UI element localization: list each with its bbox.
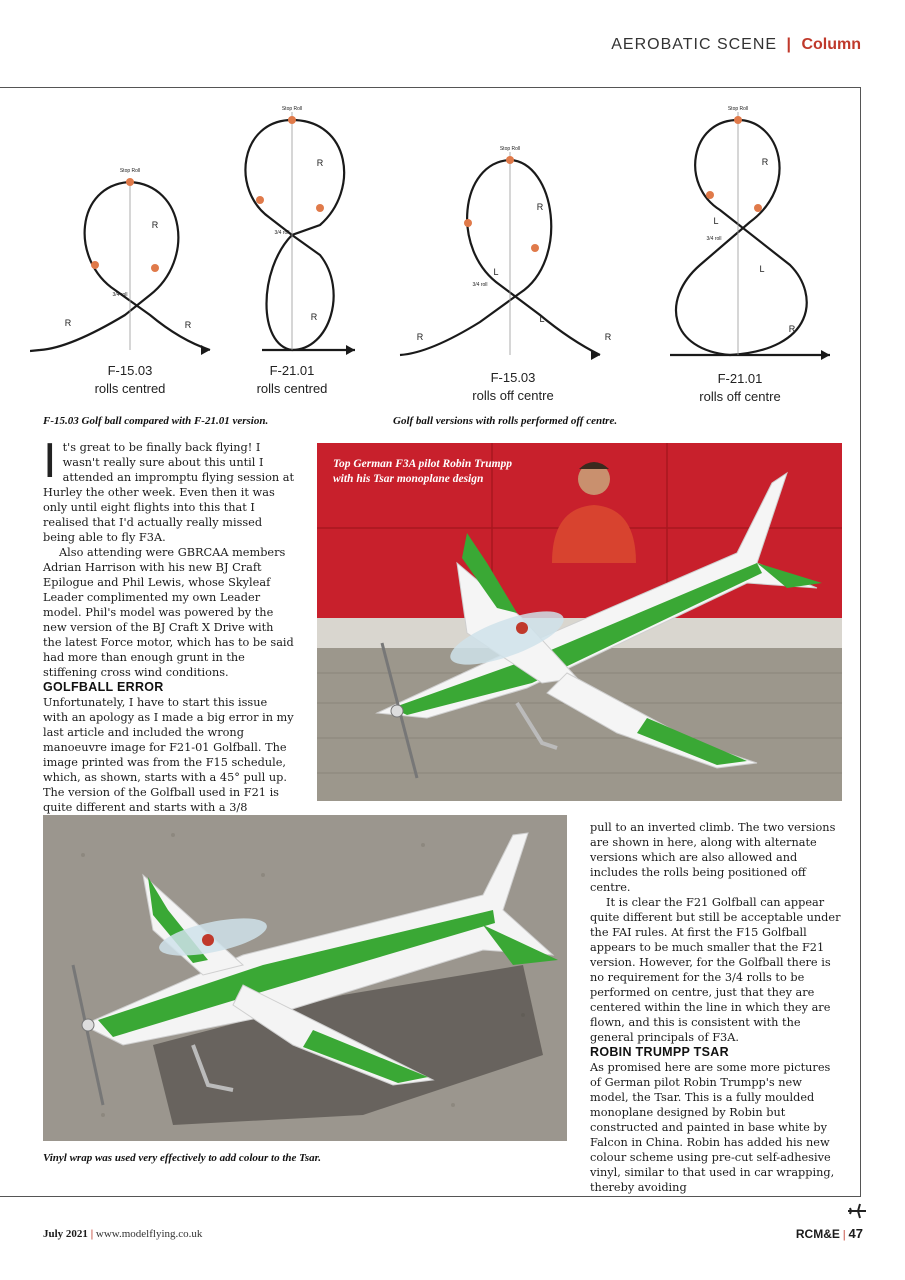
page-number: 47: [848, 1226, 863, 1241]
footer-separator: |: [90, 1228, 94, 1240]
paragraph: As promised here are some more pictures of German pilot Robin Trumpp's new model, the Tsar. This is a fully moulded monoplane designed by Robin but constructed and painted in base white by Falcon in China. Robin has added his new colour scheme using pre-cut self-adhesive vinyl, similar to that used in car wrapping, thereby avoiding: [590, 1061, 835, 1194]
photo-caption-overlay: [333, 457, 512, 487]
radius-mark: R: [761, 157, 769, 167]
line-mark: L: [759, 264, 765, 274]
section-name: AEROBATIC SCENE: [611, 36, 778, 53]
footer-magazine: RCM&E: [795, 1227, 840, 1241]
photo-caption-line: Top German F3A pilot Robin Trumpp: [333, 458, 513, 470]
diagram-3-subtitle: rolls off centre: [472, 388, 554, 403]
line-mark: L: [539, 314, 545, 324]
radius-mark: R: [310, 312, 318, 322]
diagram-caption-left: F-15.03 Golf ball compared with F-21.01 version.: [43, 415, 269, 427]
section-header: [611, 36, 861, 54]
manoeuvre-diagrams: [30, 100, 850, 410]
roll-mark: 3/4 roll: [112, 292, 128, 298]
radius-mark: R: [788, 324, 796, 334]
diagram-1-subtitle: rolls centred: [94, 381, 166, 396]
diagram-f21-centred: [245, 120, 355, 350]
radius-mark: R: [184, 320, 192, 330]
photo-caption-line: with his Tsar monoplane design: [333, 473, 484, 485]
roll-mark: 3/4 roll: [274, 230, 290, 236]
diagram-2-name: F-21.01: [269, 363, 315, 378]
paragraph: It is clear the F21 Golfball can appear quite different but still be acceptable under the FAI rules. At first the F15 Golfball appears to be much smaller that the F21 version. However, for the Golfball there is no requirement for the 3/4 rolls to be performed on centre, just that they are centered within the line in which they are flown, and this is consistent with the general principals of F3A.: [590, 896, 841, 1044]
diagram-f15-centred: [30, 182, 210, 351]
paragraph: Also attending were GBRCAA members Adrian Harrison with his new BJ Craft Epilogue and Phil Lewis, whose Skyleaf Leader complimented my own Leader model. Phil's model was powered by the new version of the BJ Craft X Drive with the latest Force motor, which has to be said had more than enough grunt in the stiffening cross wind conditions.: [43, 546, 294, 679]
diagram-caption-right: Golf ball versions with rolls performed off centre.: [393, 415, 618, 427]
footer-right: [796, 1226, 863, 1242]
footer-url[interactable]: www.modelflying.co.uk: [95, 1228, 203, 1240]
heading-golfball-error: GOLFBALL ERROR: [43, 680, 164, 694]
plane-icon: [846, 1200, 868, 1222]
radius-mark: R: [604, 332, 612, 342]
radius-mark: R: [64, 318, 72, 328]
footer-separator: |: [842, 1227, 846, 1241]
diagram-4-subtitle: rolls off centre: [699, 389, 781, 404]
radius-mark: R: [316, 158, 324, 168]
stop-roll-mark: Stop Roll: [499, 146, 521, 152]
article-column-left: [43, 434, 295, 815]
stop-roll-mark: Stop Roll: [727, 106, 749, 112]
stop-roll-mark: Stop Roll: [119, 168, 141, 174]
line-mark: L: [493, 267, 499, 277]
heading-robin-trumpp-tsar: ROBIN TRUMPP TSAR: [590, 1045, 729, 1059]
radius-mark: R: [151, 220, 159, 230]
roll-mark: 3/4 roll: [472, 282, 488, 288]
section-category: Column: [801, 36, 861, 53]
diagram-f15-offcentre: [400, 160, 600, 355]
line-mark: L: [713, 216, 719, 226]
photo-caption-bottom: Vinyl wrap was used very effectively to add colour to the Tsar.: [43, 1152, 322, 1164]
paragraph: Unfortunately, I have to start this issue with an apology as I made a big error in my last article and included the wrong manoeuvre image for F21-01 Golfball. The image printed was from the F15 schedule, which, as shown, starts with a 45° pull up. The version of the Golfball used in F21 is quite different and starts with a 3/8: [43, 696, 294, 814]
diagram-3-name: F-15.03: [490, 370, 536, 385]
photo-model-on-ground: [43, 815, 567, 1141]
footer-left: [43, 1228, 202, 1240]
paragraph-intro: t's great to be finally back flying! I wasn't really sure about this until I attended an impromptu flying session at Hurley the other week. Even then it was only until eight flights into this that I realised that I'd actually really missed being able to fly F3A.: [43, 441, 295, 544]
paragraph: pull to an inverted climb. The two versions are shown in here, along with alternate versions which are also allowed and includes the rolls being positioned off centre.: [590, 821, 836, 894]
header-separator: |: [786, 36, 792, 53]
footer-date: July 2021: [43, 1228, 88, 1240]
photo-pilot-with-model: [317, 443, 842, 801]
drop-cap: I: [43, 434, 57, 488]
radius-mark: R: [416, 332, 424, 342]
article-column-right: [590, 820, 842, 1195]
radius-mark: R: [536, 202, 544, 212]
diagram-2-subtitle: rolls centred: [256, 381, 328, 396]
stop-roll-mark: Stop Roll: [281, 106, 303, 112]
diagram-1-name: F-15.03: [107, 363, 153, 378]
roll-mark: 3/4 roll: [706, 236, 722, 242]
diagram-f21-offcentre: [670, 120, 830, 355]
diagram-4-name: F-21.01: [717, 371, 763, 386]
